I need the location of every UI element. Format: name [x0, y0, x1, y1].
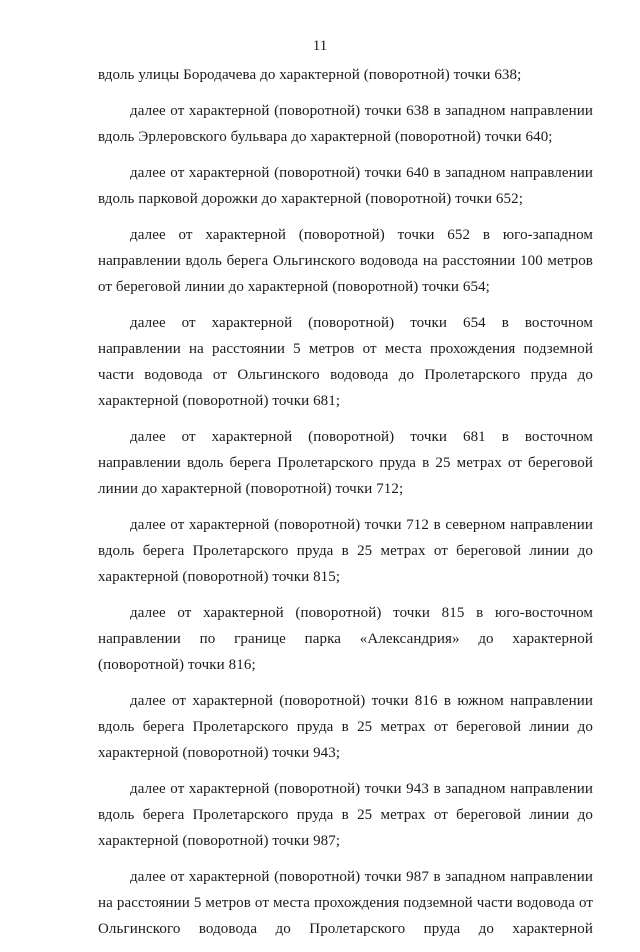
document-body	[98, 62, 593, 952]
paragraph-11: далее от характерной (поворотной) точки 987 в западном направлении на расстоянии 5 метров от места прохождения подземной части водовода от Ольгинского водовода до Пролетарского пруда до характерной	[98, 869, 593, 937]
paragraph-10: далее от характерной (поворотной) точки 943 в западном направлении вдоль берега Пролетарского пруда в 25 метрах от береговой линии до характерной (поворотной) точки 987;	[98, 781, 593, 849]
paragraph-9: далее от характерной (поворотной) точки 816 в южном направлении вдоль берега Пролетарского пруда в 25 метрах от береговой линии до характерной (поворотной) точки 943;	[98, 693, 593, 761]
paragraph-2: далее от характерной (поворотной) точки 638 в западном направлении вдоль Эрлеровского бульвара до характерной (поворотной) точки 640;	[98, 103, 593, 145]
page-number: 11	[312, 38, 328, 54]
paragraph-4: далее от характерной (поворотной) точки 652 в юго-западном направлении вдоль берега Ольгинского водовода на расстоянии 100 метров от береговой линии до характерной (поворотной) точки 654;	[98, 227, 593, 295]
paragraph-5: далее от характерной (поворотной) точки 654 в восточном направлении на расстоянии 5 метров от места прохождения подземной части водовода от Ольгинского водовода до Пролетарского пруда до характерной (поворотной) точки 681;	[98, 315, 593, 409]
paragraph-7: далее от характерной (поворотной) точки 712 в северном направлении вдоль берега Пролетарского пруда в 25 метрах от береговой линии до характерной (поворотной) точки 815;	[98, 517, 593, 585]
paragraph-8: далее от характерной (поворотной) точки 815 в юго-восточном направлении по границе парка «Александрия» до характерной (поворотной) точки 816;	[98, 605, 593, 673]
paragraph-6: далее от характерной (поворотной) точки 681 в восточном направлении вдоль берега Пролетарского пруда в 25 метрах от береговой линии до характерной (поворотной) точки 712;	[98, 429, 593, 497]
paragraph-3: далее от характерной (поворотной) точки 640 в западном направлении вдоль парковой дорожки до характерной (поворотной) точки 652;	[98, 165, 593, 207]
paragraph-1: вдоль улицы Бородачева до характерной (поворотной) точки 638;	[98, 67, 522, 83]
